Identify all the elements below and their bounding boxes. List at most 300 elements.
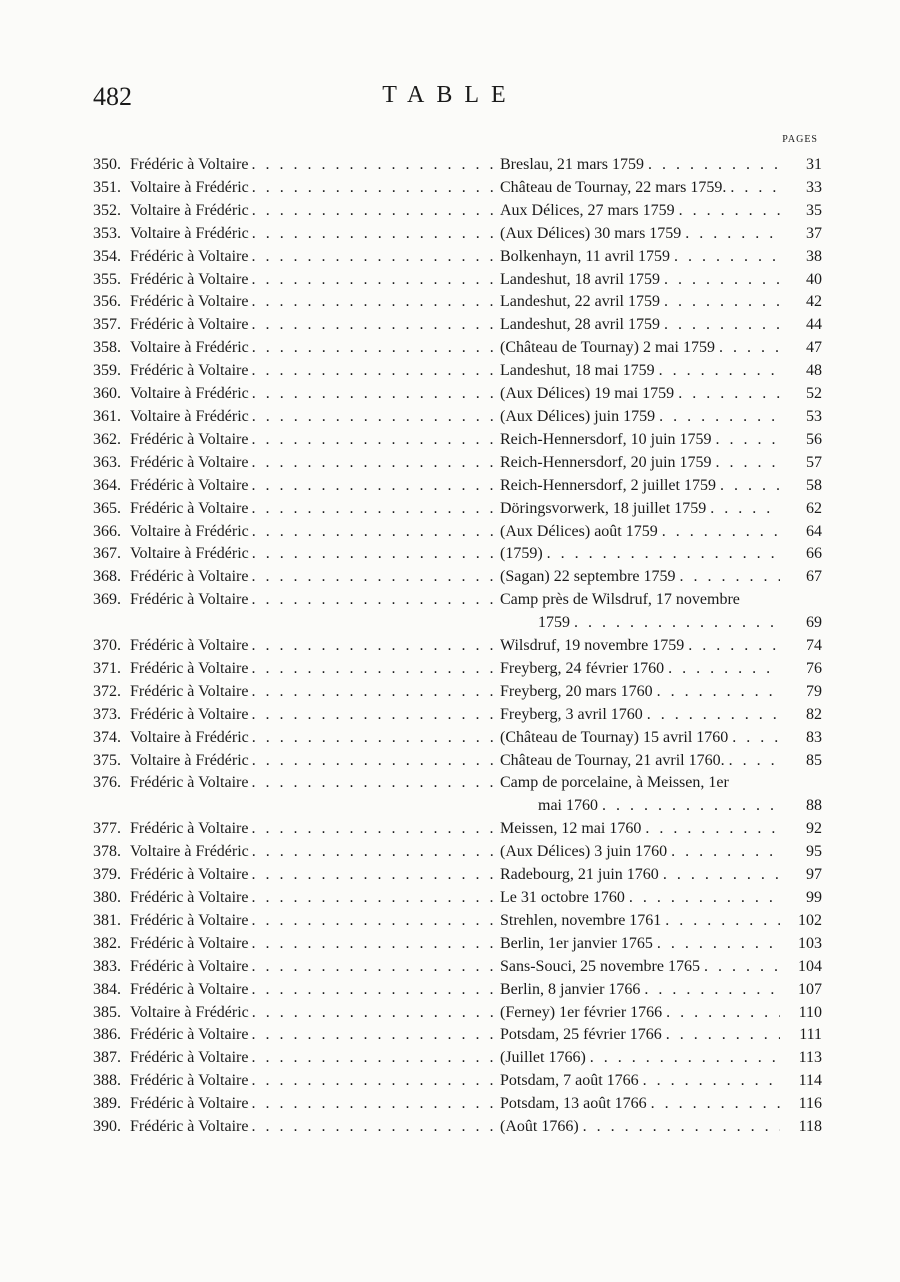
leader-dots: [716, 452, 780, 475]
toc-entry: [80, 521, 822, 544]
place-date-text: Berlin, 8 janvier 1766: [500, 980, 641, 998]
entry-place-date: [500, 933, 780, 956]
place-date-text: Reich-Hennersdorf, 2 juillet 1759: [500, 476, 716, 494]
correspondents-label: Frédéric à Voltaire: [130, 247, 249, 265]
entry-place-date: [500, 704, 780, 727]
leader-dots: [251, 772, 500, 795]
correspondents-label: Frédéric à Voltaire: [130, 705, 249, 723]
entry-place-date: [500, 1070, 780, 1093]
correspondents-label: Frédéric à Voltaire: [130, 1026, 249, 1044]
place-date-text: Berlin, 1er janvier 1765: [500, 934, 653, 952]
leader-dots: [647, 704, 780, 727]
correspondents-label: Frédéric à Voltaire: [130, 568, 249, 586]
leader-dots: [251, 269, 500, 292]
place-date-text: Aux Délices, 27 mars 1759: [500, 201, 675, 219]
entry-correspondents: [130, 337, 500, 360]
leader-dots: [252, 383, 500, 406]
entry-page: 67: [806, 568, 822, 586]
entry-page: 57: [806, 453, 822, 471]
correspondents-label: Frédéric à Voltaire: [130, 453, 249, 471]
toc-entry: [80, 498, 822, 521]
place-date-continuation: mai 1760: [538, 797, 598, 815]
entry-correspondents: [130, 1070, 500, 1093]
place-date-text: Château de Tournay, 22 mars 1759.: [500, 178, 727, 196]
entry-correspondents: [130, 589, 500, 612]
leader-dots: [251, 681, 500, 704]
toc-entry: [80, 1116, 822, 1139]
toc-entry: [80, 246, 822, 269]
entry-correspondents: [130, 841, 500, 864]
entry-correspondents: [130, 246, 500, 269]
entry-page: 102: [798, 911, 822, 929]
toc-entry: [80, 543, 822, 566]
leader-dots: [674, 246, 780, 269]
correspondents-label: Frédéric à Voltaire: [130, 476, 249, 494]
leader-dots: [251, 658, 500, 681]
correspondents-label: Voltaire à Frédéric: [130, 545, 249, 563]
toc-entry: [80, 360, 822, 383]
leader-dots: [590, 1047, 780, 1070]
correspondents-label: Frédéric à Voltaire: [130, 1072, 249, 1090]
place-date-text: Landeshut, 22 avril 1759: [500, 293, 660, 311]
place-date-text: Landeshut, 18 avril 1759: [500, 270, 660, 288]
entry-place-date: [500, 269, 780, 292]
leader-dots: [668, 658, 780, 681]
entry-place-date: [500, 1093, 780, 1116]
toc-entry: [80, 727, 822, 750]
entry-correspondents: [130, 727, 500, 750]
leader-dots: [251, 864, 500, 887]
entry-page: 48: [806, 362, 822, 380]
entry-correspondents: [130, 750, 500, 773]
toc-entry: [80, 269, 822, 292]
toc-entry: [80, 818, 822, 841]
entry-number: 358.: [93, 339, 121, 357]
toc-entry: [80, 200, 822, 223]
entry-page: 31: [806, 156, 822, 173]
entry-place-date: [500, 887, 780, 910]
correspondents-label: Voltaire à Frédéric: [130, 728, 249, 746]
entry-place-date: [500, 452, 780, 475]
entry-page: 74: [806, 637, 822, 655]
leader-dots: [252, 200, 500, 223]
entry-page: 35: [806, 201, 822, 219]
place-date-text: (Château de Tournay) 15 avril 1760: [500, 728, 729, 746]
entry-correspondents: [130, 406, 500, 429]
place-date-text: Freyberg, 3 avril 1760: [500, 705, 643, 723]
place-date-text: (Août 1766): [500, 1118, 579, 1136]
entry-page: 92: [806, 820, 822, 838]
correspondents-label: Frédéric à Voltaire: [130, 911, 249, 929]
entry-number: 357.: [93, 316, 121, 334]
entry-page: 83: [806, 728, 822, 746]
entry-correspondents: [130, 933, 500, 956]
leader-dots: [664, 269, 780, 292]
entry-place-date: [500, 818, 780, 841]
entry-number: 351.: [93, 178, 121, 196]
correspondents-label: Frédéric à Voltaire: [130, 980, 249, 998]
place-date-text: Camp de porcelaine, à Meissen, 1er: [500, 774, 729, 792]
entry-page: 88: [806, 797, 822, 815]
entry-number: 356.: [93, 293, 121, 311]
entry-number: 372.: [93, 682, 121, 700]
leader-dots: [704, 956, 780, 979]
correspondents-label: Frédéric à Voltaire: [130, 1118, 249, 1136]
place-date-text: (Aux Délices) 19 mai 1759: [500, 385, 675, 403]
entry-number: 354.: [93, 247, 121, 265]
correspondents-label: Voltaire à Frédéric: [130, 339, 249, 357]
entry-correspondents: [130, 1116, 500, 1139]
leader-dots: [666, 1002, 780, 1025]
toc-entry: [80, 223, 822, 246]
entry-correspondents: [130, 658, 500, 681]
page-title: TABLE: [382, 82, 518, 108]
place-date-text: Bolkenhayn, 11 avril 1759: [500, 247, 671, 265]
entry-page: 103: [798, 934, 822, 952]
entry-place-date: [500, 841, 780, 864]
correspondents-label: Voltaire à Frédéric: [130, 224, 249, 242]
toc-entry: [80, 772, 822, 818]
leader-dots: [251, 589, 500, 612]
correspondents-label: Frédéric à Voltaire: [130, 156, 249, 173]
entry-place-date: [500, 154, 780, 177]
leader-dots: [252, 406, 500, 429]
entry-number: 388.: [93, 1072, 121, 1090]
correspondents-label: Frédéric à Voltaire: [130, 1095, 249, 1113]
leader-dots: [251, 635, 500, 658]
entry-number: 382.: [93, 934, 121, 952]
entry-place-date: [500, 566, 780, 589]
leader-dots: [679, 200, 780, 223]
place-date-text: Potsdam, 13 août 1766: [500, 1095, 647, 1113]
leader-dots: [252, 521, 500, 544]
leader-dots: [251, 818, 500, 841]
entry-correspondents: [130, 979, 500, 1002]
entry-place-date: [500, 727, 780, 750]
entry-number: 375.: [93, 751, 121, 769]
entry-page: 62: [806, 499, 822, 517]
entry-page: 38: [806, 247, 822, 265]
toc-entry: [80, 704, 822, 727]
entry-correspondents: [130, 772, 500, 795]
leader-dots: [663, 864, 780, 887]
entry-page: 82: [806, 705, 822, 723]
entry-page: 85: [806, 751, 822, 769]
correspondents-label: Frédéric à Voltaire: [130, 316, 249, 334]
correspondents-label: Frédéric à Voltaire: [130, 889, 249, 906]
entry-correspondents: [130, 956, 500, 979]
leader-dots: [574, 612, 780, 635]
toc-entry: [80, 910, 822, 933]
leader-dots: [730, 177, 780, 200]
entry-number: 369.: [93, 591, 121, 609]
place-date-text: Camp près de Wilsdruf, 17 novembre: [500, 591, 740, 609]
entry-page: 113: [798, 1049, 822, 1067]
entry-place-date: [500, 979, 780, 1002]
correspondents-label: Frédéric à Voltaire: [130, 591, 249, 609]
entry-number: 361.: [93, 407, 121, 425]
entry-correspondents: [130, 177, 500, 200]
correspondents-label: Voltaire à Frédéric: [130, 201, 249, 219]
correspondents-label: Frédéric à Voltaire: [130, 659, 249, 677]
toc-entry: [80, 475, 822, 498]
place-date-text: (Sagan) 22 septembre 1759: [500, 568, 676, 586]
entry-page: 40: [806, 270, 822, 288]
toc-entry: [80, 750, 822, 773]
place-date-continuation: 1759: [538, 614, 570, 632]
leader-dots: [648, 154, 780, 177]
entry-correspondents: [130, 864, 500, 887]
leader-dots: [659, 406, 780, 429]
entry-place-date: [500, 772, 780, 818]
entry-correspondents: [130, 1047, 500, 1070]
entry-page: 53: [806, 407, 822, 425]
place-date-text: Freyberg, 24 février 1760: [500, 659, 665, 677]
leader-dots: [688, 635, 780, 658]
toc-entry: [80, 429, 822, 452]
entry-page: 69: [806, 614, 822, 632]
entry-page: 58: [806, 476, 822, 494]
entry-place-date: [500, 1116, 780, 1139]
correspondents-label: Frédéric à Voltaire: [130, 637, 249, 655]
leader-dots: [680, 566, 780, 589]
leader-dots: [251, 910, 500, 933]
place-date-text: Sans-Souci, 25 novembre 1765: [500, 957, 700, 975]
toc-entry: [80, 887, 822, 910]
pages-column-label: PAGES: [782, 134, 818, 145]
leader-dots: [629, 887, 780, 910]
entry-correspondents: [130, 498, 500, 521]
leader-dots: [251, 314, 500, 337]
place-date-text: (Aux Délices) août 1759: [500, 522, 658, 540]
leader-dots: [252, 1002, 500, 1025]
leader-dots: [666, 1024, 780, 1047]
leader-dots: [547, 543, 780, 566]
entry-place-date: [500, 498, 780, 521]
entry-place-date: [500, 429, 780, 452]
entry-place-date: [500, 177, 780, 200]
leader-dots: [252, 177, 500, 200]
leader-dots: [657, 681, 780, 704]
leader-dots: [720, 475, 780, 498]
entry-place-date: [500, 337, 780, 360]
entry-place-date: [500, 360, 780, 383]
leader-dots: [251, 360, 500, 383]
place-date-text: (Château de Tournay) 2 mai 1759: [500, 339, 715, 357]
entry-number: 378.: [93, 843, 121, 861]
entry-number: 387.: [93, 1049, 121, 1067]
entry-number: 379.: [93, 866, 121, 884]
entry-number: 385.: [93, 1003, 121, 1021]
toc-entry: [80, 291, 822, 314]
place-date-text: Potsdam, 7 août 1766: [500, 1072, 639, 1090]
leader-dots: [657, 933, 780, 956]
place-date-text: Wilsdruf, 19 novembre 1759: [500, 637, 685, 655]
place-date-text: (Juillet 1766): [500, 1049, 586, 1067]
place-date-text: Le 31 octobre 1760: [500, 889, 625, 906]
entry-place-date: [500, 635, 780, 658]
entry-number: 355.: [93, 270, 121, 288]
entry-number: 350.: [93, 156, 121, 173]
toc-entry: [80, 1024, 822, 1047]
place-date-text: Reich-Hennersdorf, 20 juin 1759: [500, 453, 712, 471]
entry-number: 371.: [93, 659, 121, 677]
leader-dots: [251, 429, 500, 452]
entry-page: 79: [806, 682, 822, 700]
leader-dots: [252, 750, 500, 773]
entry-correspondents: [130, 704, 500, 727]
entry-page: 97: [806, 866, 822, 884]
toc-entry: [80, 658, 822, 681]
toc-entry: [80, 314, 822, 337]
toc-entry: [80, 1093, 822, 1116]
entry-number: 373.: [93, 705, 121, 723]
entry-correspondents: [130, 1093, 500, 1116]
correspondents-label: Frédéric à Voltaire: [130, 293, 249, 311]
entry-place-date: [500, 589, 780, 635]
leader-dots: [251, 979, 500, 1002]
toc-entry: [80, 589, 822, 635]
toc-entry: [80, 681, 822, 704]
entry-place-date: [500, 864, 780, 887]
toc-entry: [80, 1002, 822, 1025]
entry-number: 377.: [93, 820, 121, 838]
correspondents-label: Frédéric à Voltaire: [130, 866, 249, 884]
entry-page: 44: [806, 316, 822, 334]
leader-dots: [644, 979, 780, 1002]
toc-entry: [80, 566, 822, 589]
toc-entry: [80, 383, 822, 406]
entry-place-date: [500, 1002, 780, 1025]
leader-dots: [729, 750, 780, 773]
entry-correspondents: [130, 887, 500, 910]
entry-correspondents: [130, 360, 500, 383]
place-date-text: Döringsvorwerk, 18 juillet 1759: [500, 499, 707, 517]
leader-dots: [710, 498, 780, 521]
entry-page: 99: [806, 889, 822, 906]
place-date-text: Château de Tournay, 21 avril 1760.: [500, 751, 725, 769]
leader-dots: [665, 910, 780, 933]
toc-entry: [80, 337, 822, 360]
correspondents-label: Voltaire à Frédéric: [130, 385, 249, 403]
correspondents-label: Voltaire à Frédéric: [130, 178, 249, 196]
toc-entry: [80, 635, 822, 658]
leader-dots: [251, 887, 500, 910]
leader-dots: [678, 383, 780, 406]
leader-dots: [252, 841, 500, 864]
entry-page: 56: [806, 430, 822, 448]
place-date-text: Breslau, 21 mars 1759: [500, 156, 644, 173]
toc-entry: [80, 1047, 822, 1070]
entry-place-date: [500, 314, 780, 337]
entry-page: 107: [798, 980, 822, 998]
entry-correspondents: [130, 314, 500, 337]
entry-correspondents: [130, 291, 500, 314]
leader-dots: [583, 1116, 780, 1139]
entry-place-date: [500, 521, 780, 544]
entry-correspondents: [130, 223, 500, 246]
entry-place-date: [500, 383, 780, 406]
entry-place-date: [500, 200, 780, 223]
leader-dots: [251, 956, 500, 979]
entry-correspondents: [130, 566, 500, 589]
place-date-text: Landeshut, 28 avril 1759: [500, 316, 660, 334]
correspondents-label: Frédéric à Voltaire: [130, 430, 249, 448]
entry-number: 381.: [93, 911, 121, 929]
toc-entry: [80, 841, 822, 864]
entry-place-date: [500, 475, 780, 498]
page-number: 482: [93, 82, 132, 111]
entry-page: 116: [798, 1095, 822, 1113]
leader-dots: [252, 543, 500, 566]
leader-dots: [645, 818, 780, 841]
leader-dots: [664, 291, 780, 314]
leader-dots: [251, 933, 500, 956]
toc-entry: [80, 864, 822, 887]
entry-number: 366.: [93, 522, 121, 540]
entry-place-date: [500, 246, 780, 269]
leader-dots: [251, 246, 500, 269]
place-date-text: Radebourg, 21 juin 1760: [500, 866, 659, 884]
entry-place-date: [500, 681, 780, 704]
entry-correspondents: [130, 1024, 500, 1047]
leader-dots: [732, 727, 780, 750]
entry-correspondents: [130, 383, 500, 406]
leader-dots: [664, 314, 780, 337]
correspondents-label: Voltaire à Frédéric: [130, 407, 249, 425]
toc-entry: [80, 933, 822, 956]
entry-number: 365.: [93, 499, 121, 517]
entry-place-date: [500, 543, 780, 566]
entry-page: 37: [806, 224, 822, 242]
entry-place-date: [500, 658, 780, 681]
leader-dots: [252, 223, 500, 246]
place-date-text: (1759): [500, 545, 543, 563]
entry-number: 370.: [93, 637, 121, 655]
entry-number: 384.: [93, 980, 121, 998]
entry-number: 386.: [93, 1026, 121, 1044]
entry-correspondents: [130, 635, 500, 658]
entry-correspondents: [130, 475, 500, 498]
correspondents-label: Voltaire à Frédéric: [130, 522, 249, 540]
entry-place-date: [500, 223, 780, 246]
place-date-text: Landeshut, 18 mai 1759: [500, 362, 655, 380]
place-date-text: (Aux Délices) 30 mars 1759: [500, 224, 682, 242]
leader-dots: [252, 727, 500, 750]
leader-dots: [251, 452, 500, 475]
leader-dots: [251, 1047, 500, 1070]
table-of-contents: [80, 154, 822, 1139]
correspondents-label: Frédéric à Voltaire: [130, 270, 249, 288]
leader-dots: [251, 291, 500, 314]
toc-entry: [80, 956, 822, 979]
toc-entry: [80, 1070, 822, 1093]
correspondents-label: Frédéric à Voltaire: [130, 362, 249, 380]
entry-page: 118: [798, 1118, 822, 1136]
correspondents-label: Voltaire à Frédéric: [130, 843, 249, 861]
leader-dots: [602, 795, 780, 818]
leader-dots: [719, 337, 780, 360]
entry-number: 376.: [93, 774, 121, 792]
place-date-text: (Aux Délices) 3 juin 1760: [500, 843, 668, 861]
place-date-text: Meissen, 12 mai 1760: [500, 820, 642, 838]
leader-dots: [716, 429, 780, 452]
place-date-text: (Aux Délices) juin 1759: [500, 407, 656, 425]
correspondents-label: Voltaire à Frédéric: [130, 751, 249, 769]
entry-correspondents: [130, 452, 500, 475]
entry-page: 76: [806, 659, 822, 677]
entry-page: 111: [799, 1026, 822, 1044]
